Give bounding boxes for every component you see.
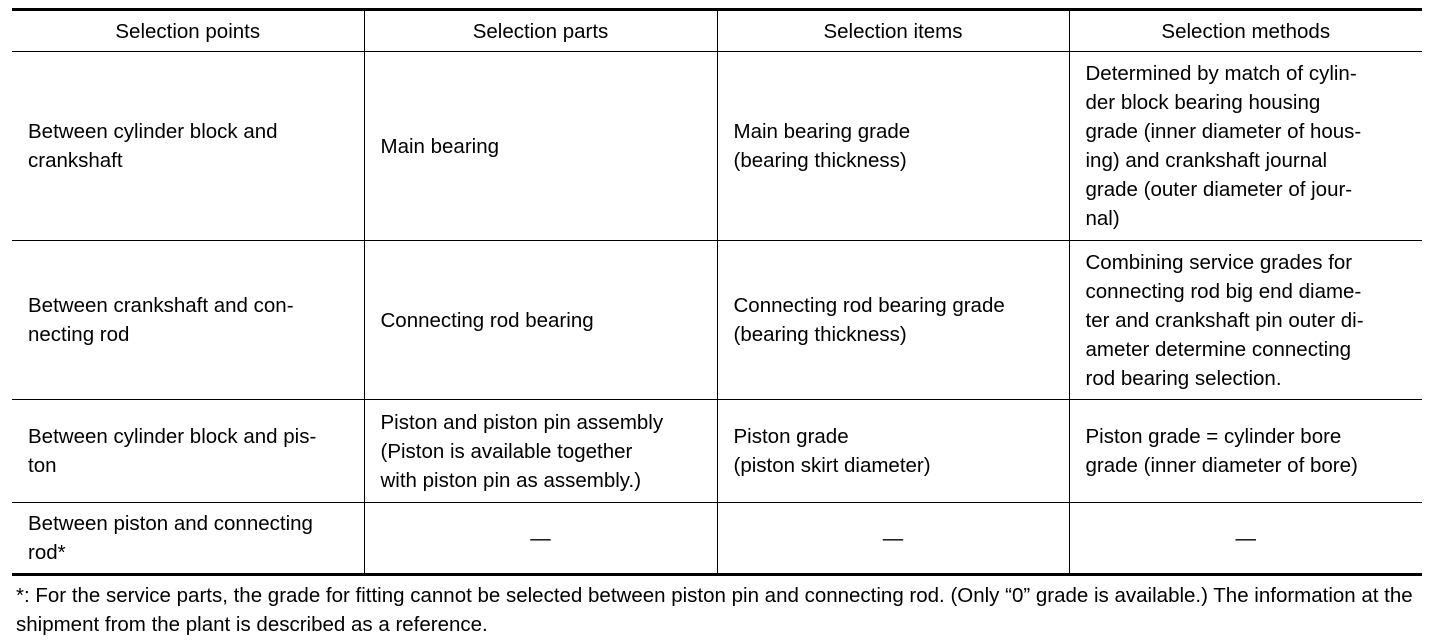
- cell-selection-item: —: [717, 503, 1069, 575]
- cell-selection-part: Main bearing: [364, 52, 717, 241]
- header-row: [12, 10, 1422, 52]
- header-selection-methods: Selection methods: [1069, 10, 1422, 52]
- table-row: [12, 503, 1422, 575]
- table-row: [12, 241, 1422, 400]
- cell-selection-part: —: [364, 503, 717, 575]
- cell-selection-item: Connecting rod bearing grade (bearing thickness): [717, 241, 1069, 400]
- table-row: [12, 52, 1422, 241]
- cell-selection-method: Piston grade = cylinder bore grade (inner diameter of bore): [1069, 400, 1422, 503]
- table-footnote: *: For the service parts, the grade for fitting cannot be selected between piston pin and connecting rod. (Only “0” grade is available.) The information at the shipment from the plant is described as a reference.: [16, 584, 1413, 636]
- cell-selection-point: Between piston and connecting rod*: [12, 503, 364, 575]
- cell-selection-method: Combining service grades for connecting rod big end diame- ter and crankshaft pin outer di- ameter determine connecting rod bearing selection.: [1069, 241, 1422, 400]
- table-row: [12, 400, 1422, 503]
- header-selection-items: Selection items: [717, 10, 1069, 52]
- header-selection-parts: Selection parts: [364, 10, 717, 52]
- cell-selection-item: Main bearing grade (bearing thickness): [717, 52, 1069, 241]
- table-header: [12, 10, 1422, 52]
- cell-selection-point: Between cylinder block and crankshaft: [12, 52, 364, 241]
- cell-selection-method: Determined by match of cylin- der block bearing housing grade (inner diameter of hous- ing) and crankshaft journal grade (outer diameter of jour- nal): [1069, 52, 1422, 241]
- cell-selection-method: —: [1069, 503, 1422, 575]
- cell-selection-point: Between crankshaft and con- necting rod: [12, 241, 364, 400]
- cell-selection-part: Piston and piston pin assembly (Piston is available together with piston pin as assembly.): [364, 400, 717, 503]
- cell-selection-part: Connecting rod bearing: [364, 241, 717, 400]
- selection-table: [12, 8, 1422, 576]
- header-selection-points: Selection points: [12, 10, 364, 52]
- cell-selection-item: Piston grade (piston skirt diameter): [717, 400, 1069, 503]
- table-body: [12, 52, 1422, 575]
- cell-selection-point: Between cylinder block and pis- ton: [12, 400, 364, 503]
